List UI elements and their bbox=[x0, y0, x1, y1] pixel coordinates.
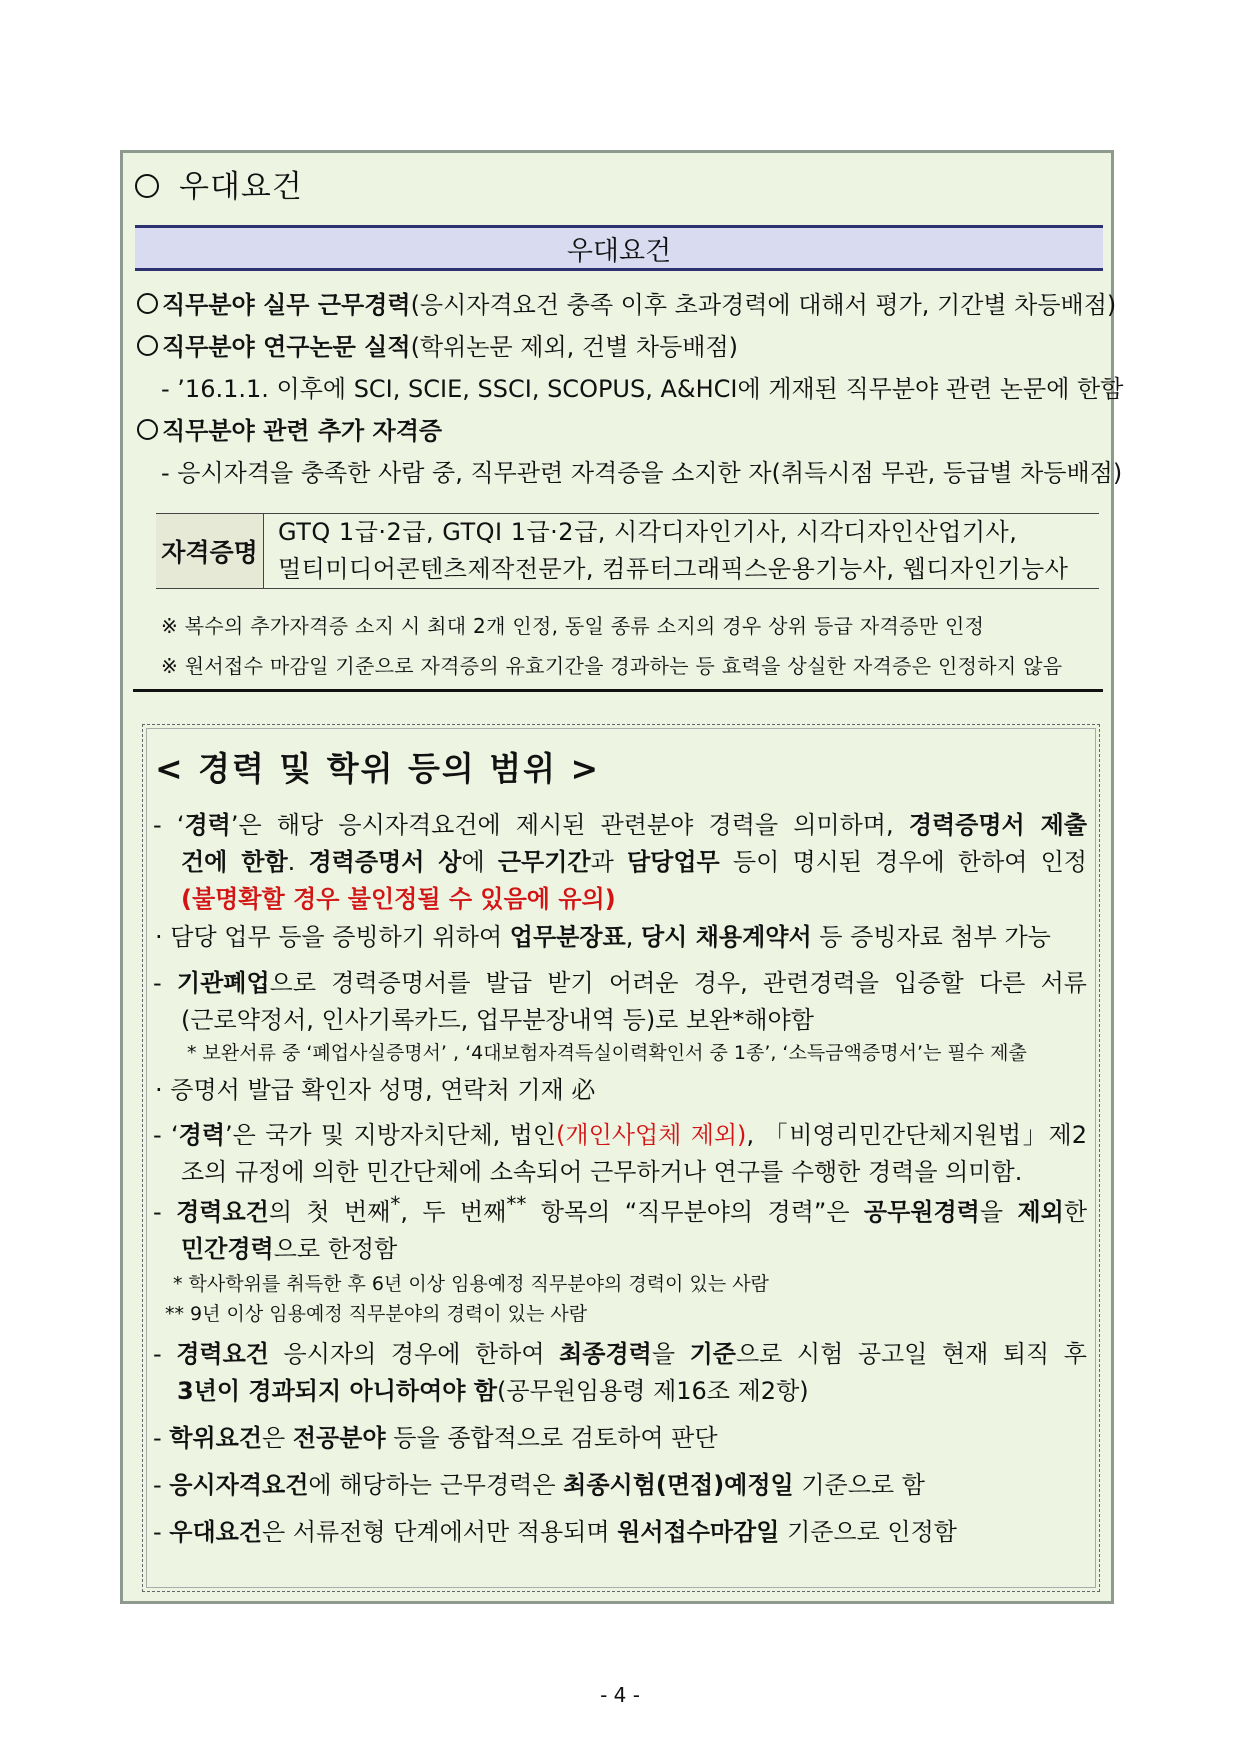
scope-p4-note2: ** 9년 이상 임용예정 직무분야의 경력이 있는 사람 bbox=[165, 1303, 588, 1325]
scope-p4-line1: - 경력요건의 첫 번째*, 두 번째** 항목의 “직무분야의 경력”은 공무원경력을 제외한 bbox=[153, 1192, 1087, 1226]
circle-bullet-icon bbox=[137, 419, 158, 440]
scope-p1-line2: 건에 한함. 경력증명서 상에 근무기간과 담당업무 등이 명시된 경우에 한하여 인정 bbox=[181, 848, 1087, 876]
scope-p2-line2: (근로약정서, 인사기록카드, 업무분장내역 등)로 보완*해야함 bbox=[181, 1006, 814, 1034]
scope-p1-warning: (불명확할 경우 불인정될 수 있음에 유의) bbox=[181, 885, 616, 913]
experience-scope-box bbox=[142, 724, 1100, 1592]
circle-bullet-icon bbox=[137, 293, 158, 314]
item-certificates-detail: - 응시자격을 충족한 사람 중, 직무관련 자격증을 소지한 자(취득시점 무관, 등급별 차등배점) bbox=[161, 459, 1123, 487]
scope-p1-evidence: · 담당 업무 등을 증빙하기 위하여 업무분장표, 당시 채용계약서 등 증빙자료 첨부 가능 bbox=[155, 923, 1051, 951]
scope-p2-line1: - 기관폐업으로 경력증명서를 발급 받기 어려운 경우, 관련경력을 입증할 다른 서류 bbox=[153, 969, 1087, 997]
certificate-label: 자격증명 bbox=[156, 514, 264, 588]
scope-p4-note1: * 학사학위를 취득한 후 6년 이상 임용예정 직무분야의 경력이 있는 사람 bbox=[173, 1273, 769, 1295]
scope-p3-line1: - ‘경력’은 국가 및 지방자치단체, 법인(개인사업체 제외), 「비영리민간단체지원법」제2 bbox=[153, 1121, 1087, 1149]
scope-p4-line2: 민간경력으로 한정함 bbox=[181, 1235, 398, 1263]
item-research-papers-detail: - ’16.1.1. 이후에 SCI, SCIE, SSCI, SCOPUS, A&HCI에 게재된 직무분야 관련 논문에 한함 bbox=[161, 375, 1124, 403]
scope-title: < 경력 및 학위 등의 범위 > bbox=[155, 749, 601, 788]
page-number: - 4 - bbox=[600, 1683, 640, 1707]
table-header: 우대요건 bbox=[135, 225, 1103, 271]
scope-p2-contact: · 증명서 발급 확인자 성명, 연락처 기재 必 bbox=[155, 1076, 596, 1104]
scope-p8: - 우대요건은 서류전형 단계에서만 적용되며 원서접수마감일 기준으로 인정함 bbox=[153, 1518, 957, 1546]
divider bbox=[133, 689, 1103, 692]
certificate-table bbox=[156, 513, 1099, 589]
scope-p3-line2: 조의 규정에 의한 민간단체에 소속되어 근무하거나 연구를 수행한 경력을 의미함. bbox=[181, 1158, 1023, 1186]
section-title: 우대요건 bbox=[135, 161, 303, 206]
note-expired-certificates: ※ 원서접수 마감일 기준으로 자격증의 유효기간을 경과하는 등 효력을 상실한 자격증은 인정하지 않음 bbox=[161, 654, 1063, 678]
scope-p2-note: * 보완서류 중 ‘폐업사실증명서’ , ‘4대보험자격득실이력확인서 중 1종’, ‘소득금액증명서’는 필수 제출 bbox=[187, 1042, 1027, 1064]
scope-p7: - 응시자격요건에 해당하는 근무경력은 최종시험(면접)예정일 기준으로 함 bbox=[153, 1471, 925, 1499]
scope-p5-line2: 3년이 경과되지 아니하여야 함(공무원임용령 제16조 제2항) bbox=[177, 1377, 809, 1405]
item-additional-certificates: 직무분야 관련 추가 자격증 bbox=[137, 411, 442, 446]
certificate-list: GTQ 1급·2급, GTQI 1급·2급, 시각디자인기사, 시각디자인산업기사, 멀티미디어콘텐츠제작전문가, 컴퓨터그래픽스운용기능사, 웹디자인기능사 bbox=[278, 518, 1069, 583]
item-research-papers: 직무분야 연구논문 실적(학위논문 제외, 건별 차등배점) bbox=[137, 327, 738, 362]
preferential-requirements-box bbox=[120, 150, 1124, 1604]
scope-p1-line1: - ‘경력’은 해당 응시자격요건에 제시된 관련분야 경력을 의미하며, 경력증명서 제출 bbox=[153, 811, 1088, 839]
note-multiple-certificates: ※ 복수의 추가자격증 소지 시 최대 2개 인정, 동일 종류 소지의 경우 상위 등급 자격증만 인정 bbox=[161, 614, 985, 638]
scope-p5-line1: - 경력요건 응시자의 경우에 한하여 최종경력을 기준으로 시험 공고일 현재 퇴직 후 bbox=[153, 1340, 1087, 1368]
scope-p6: - 학위요건은 전공분야 등을 종합적으로 검토하여 판단 bbox=[153, 1424, 718, 1452]
circle-bullet-icon bbox=[137, 335, 158, 356]
item-work-experience: 직무분야 실무 근무경력(응시자격요건 충족 이후 초과경력에 대해서 평가, 기간별 차등배점) bbox=[137, 285, 1116, 320]
circle-bullet-icon bbox=[135, 174, 159, 198]
